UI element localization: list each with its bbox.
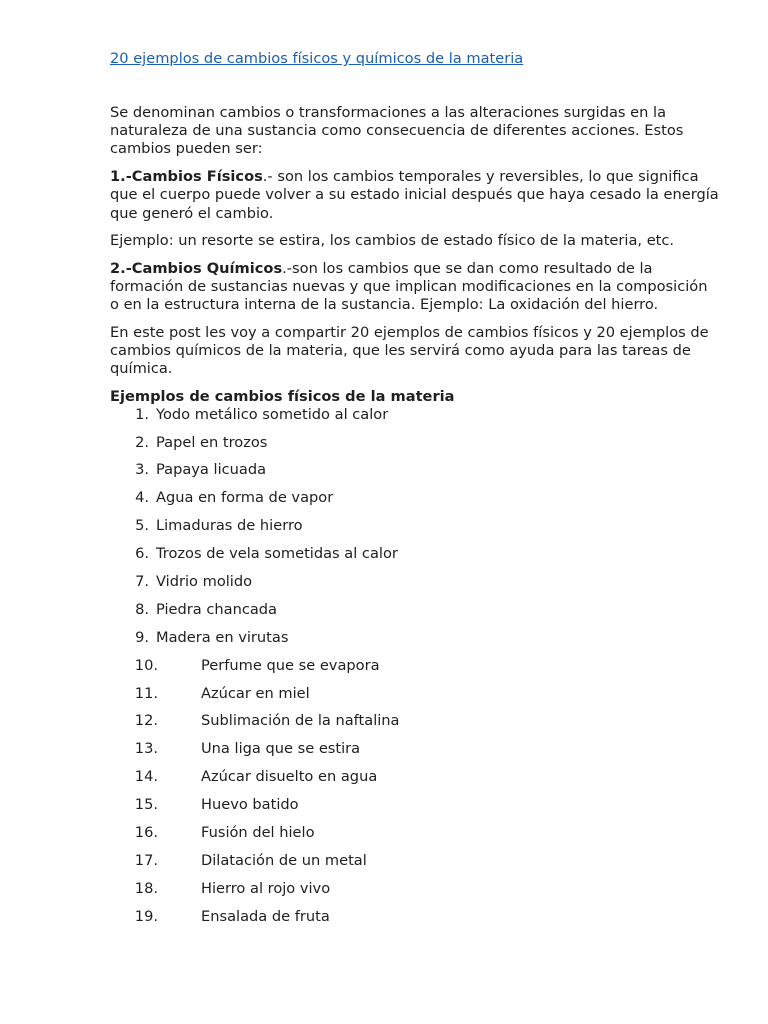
list-item-text: Una liga que se estira: [201, 740, 361, 758]
document-page: [110, 48, 720, 936]
list-item: [110, 712, 720, 740]
list-item-text: Perfume que se evapora: [201, 656, 380, 674]
list-item-text: Madera en virutas: [156, 628, 289, 646]
list-item-text: Agua en forma de vapor: [156, 489, 334, 507]
intro-paragraph: Se denominan cambios o transformaciones a las alteraciones surgidas en la naturaleza de una sustancia como consecuencia de diferentes acciones. Estos cambios pueden ser:: [110, 104, 684, 158]
list-item-number: 10.: [134, 656, 158, 674]
list-item-text: Fusión del hielo: [201, 824, 315, 841]
list-item-number: 12.: [134, 712, 158, 730]
list-item: [110, 657, 720, 685]
list-item: [110, 880, 720, 908]
chemical-changes-paragraph: [110, 260, 720, 315]
list-item-text: Ensalada de fruta: [201, 907, 330, 925]
list-item-text: Papaya licuada: [156, 461, 267, 479]
list-item: [110, 629, 720, 657]
list-item-text: Dilatación de un metal: [201, 851, 367, 869]
list-item-text: Papel en trozos: [156, 433, 268, 451]
list-item-number: 2.: [135, 433, 149, 451]
list-item-number: 3.: [135, 461, 149, 479]
list-item-text: Huevo batido: [201, 796, 299, 814]
physical-changes-list: [110, 406, 720, 936]
list-item-text: Azúcar disuelto en agua: [201, 768, 378, 786]
list-item-number: 13.: [134, 740, 158, 758]
list-item-text: Azúcar en miel: [201, 684, 310, 702]
list-item: [110, 434, 720, 462]
list-item: [110, 573, 720, 601]
chemical-changes-label: 2.-Cambios Químicos: [110, 259, 283, 277]
list-item-text: Yodo metálico sometido al calor: [156, 405, 389, 423]
list-item-text: Limaduras de hierro: [156, 517, 303, 535]
list-item-number: 19.: [134, 907, 158, 925]
list-item-number: 16.: [134, 824, 158, 841]
list-item: [110, 489, 720, 517]
list-item-text: Vidrio molido: [156, 572, 253, 590]
list-item-text: Sublimación de la naftalina: [201, 712, 400, 730]
physical-changes-label: 1.-Cambios Físicos: [110, 168, 263, 186]
list-item-number: 11.: [134, 684, 158, 702]
list-item-text: Piedra chancada: [156, 600, 277, 618]
list-item-number: 14.: [134, 768, 158, 786]
list-item: [110, 740, 720, 768]
physical-changes-paragraph: [110, 168, 720, 223]
physical-changes-text: .- son los cambios temporales y reversibles, lo que significa que el cuerpo puede volver a su estado inicial después que haya cesado la energía que generó el cambio.: [110, 168, 719, 222]
list-item: [110, 406, 720, 434]
list-item-number: 4.: [135, 489, 149, 507]
list-item: [110, 685, 720, 713]
list-item: [110, 545, 720, 573]
list-heading: Ejemplos de cambios físicos de la materia: [110, 387, 455, 405]
list-item: [110, 768, 720, 796]
list-item-number: 15.: [134, 796, 158, 814]
list-item-text: Trozos de vela sometidas al calor: [156, 545, 398, 563]
physical-example-paragraph: Ejemplo: un resorte se estira, los cambios de estado físico de la materia, etc.: [110, 232, 675, 250]
list-item: [110, 601, 720, 629]
list-item-number: 9.: [135, 628, 149, 646]
list-item: [110, 824, 720, 852]
list-item: [110, 461, 720, 489]
list-item: [110, 796, 720, 824]
post-intro-paragraph: En este post les voy a compartir 20 ejemplos de cambios físicos y 20 ejemplos de cambios químicos de la materia, que les servirá como ayuda para las tareas de química.: [110, 324, 709, 378]
list-item-number: 5.: [135, 517, 149, 535]
list-item: [110, 908, 720, 936]
list-item: [110, 852, 720, 880]
title-link[interactable]: 20 ejemplos de cambios físicos y químicos de la materia: [110, 50, 524, 67]
list-item-number: 8.: [135, 600, 149, 618]
list-item-number: 18.: [134, 879, 158, 897]
list-item-number: 17.: [134, 851, 158, 869]
chemical-changes-text: .-son los cambios que se dan como resultado de la formación de sustancias nuevas y que implican modificaciones en la composición o en la estructura interna de la sustancia. Ejemplo: La oxidación del hierro.: [110, 259, 708, 314]
list-item-number: 7.: [135, 572, 149, 590]
list-item-number: 1.: [135, 405, 149, 423]
list-item-number: 6.: [135, 545, 149, 563]
list-item-text: Hierro al rojo vivo: [201, 879, 331, 897]
list-item: [110, 517, 720, 545]
